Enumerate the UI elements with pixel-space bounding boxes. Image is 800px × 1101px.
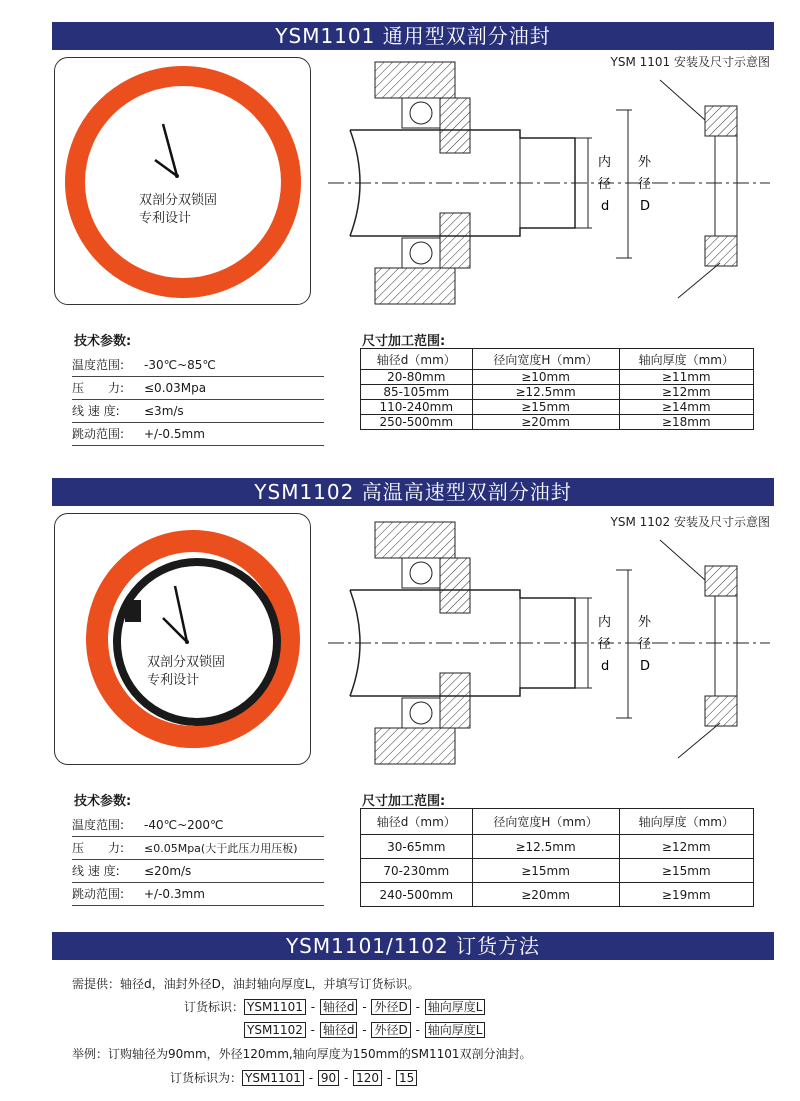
table-header: 轴向厚度（mm）: [619, 349, 753, 370]
ordering-code-row-1: 订货标识： YSM1101 - 轴径d - 外径D - 轴向厚度L: [184, 998, 485, 1016]
section2-product-photo: [54, 513, 311, 765]
table-row: 250-500mm ≥20mm ≥18mm: [361, 415, 754, 430]
section1-diagram-caption: YSM 1101 安装及尺寸示意图: [610, 55, 770, 69]
table-row: 110-240mm ≥15mm ≥14mm: [361, 400, 754, 415]
section2-banner: YSM1102 高温高速型双剖分油封: [52, 478, 774, 506]
svg-text:径: 径: [638, 637, 652, 652]
section2-install-diagram: [320, 518, 780, 768]
param-row: 压 力: ≤0.03Mpa: [72, 377, 324, 400]
svg-text:径: 径: [598, 637, 612, 652]
table-row: 70-230mm ≥15mm ≥15mm: [361, 859, 754, 883]
section2-photo-label-1: 双剖分双锁固: [147, 655, 226, 670]
table-header: 径向宽度H（mm）: [472, 349, 619, 370]
table-row: 30-65mm ≥12.5mm ≥12mm: [361, 835, 754, 859]
seal-ring-image: [55, 514, 310, 764]
svg-text:径: 径: [638, 177, 652, 192]
svg-text:D: D: [640, 199, 651, 214]
param-row: 跳动范围: +/-0.5mm: [72, 423, 324, 446]
section1-photo-label-1: 双剖分双锁固: [139, 193, 218, 208]
table-header: 轴向厚度（mm）: [619, 809, 753, 835]
ordering-code-row-2: YSM1102 - 轴径d - 外径D - 轴向厚度L: [244, 1021, 485, 1039]
diagram-label-outer: 外: [638, 155, 652, 170]
section1-install-diagram: [320, 58, 780, 308]
section1-product-photo: [54, 57, 311, 305]
table-header: 轴径d（mm）: [361, 349, 473, 370]
table-header: 轴径d（mm）: [361, 809, 473, 835]
param-row: 跳动范围: +/-0.3mm: [72, 883, 324, 906]
table-header: 径向宽度H（mm）: [472, 809, 619, 835]
param-row: 温度范围: -40℃~200℃: [72, 814, 324, 837]
section2-dims-table: [360, 808, 754, 907]
svg-text:径: 径: [598, 177, 612, 192]
param-row: 线 速 度: ≤20m/s: [72, 860, 324, 883]
section2-params-title: 技术参数:: [74, 794, 132, 809]
param-row: 温度范围: -30℃~85℃: [72, 354, 324, 377]
svg-text:内: 内: [598, 615, 612, 630]
section1-photo-label-2: 专利设计: [139, 211, 192, 226]
svg-text:外: 外: [638, 615, 652, 630]
section2-dims-title: 尺寸加工范围:: [362, 794, 446, 809]
table-row: 20-80mm ≥10mm ≥11mm: [361, 370, 754, 385]
table-row: 240-500mm ≥20mm ≥19mm: [361, 883, 754, 907]
section2-photo-label-2: 专利设计: [147, 673, 200, 688]
section2-diagram-caption: YSM 1102 安装及尺寸示意图: [610, 515, 770, 529]
ordering-banner: YSM1101/1102 订货方法: [52, 932, 774, 960]
seal-ring-image: [55, 58, 310, 304]
svg-text:d: d: [601, 199, 610, 214]
ordering-intro: 需提供：轴径d，油封外径D，油封轴向厚度L，并填写订货标识。: [72, 977, 420, 991]
param-row: 压 力: ≤0.05Mpa(大于此压力用压板): [72, 837, 324, 860]
table-row: 85-105mm ≥12.5mm ≥12mm: [361, 385, 754, 400]
param-row: 线 速 度: ≤3m/s: [72, 400, 324, 423]
section1-dims-table: [360, 348, 754, 430]
svg-text:D: D: [640, 659, 651, 674]
section1-dims-title: 尺寸加工范围:: [362, 334, 446, 349]
section1-banner: YSM1101 通用型双剖分油封: [52, 22, 774, 50]
svg-text:d: d: [601, 659, 610, 674]
ordering-example-code: 订货标识为： YSM1101 - 90 - 120 - 15: [170, 1069, 417, 1087]
section1-params-title: 技术参数:: [74, 334, 132, 349]
diagram-label-inner: 内: [598, 155, 612, 170]
ordering-example: 举例：订购轴径为90mm，外径120mm,轴向厚度为150mm的SM1101双剖分油封。: [72, 1047, 532, 1061]
